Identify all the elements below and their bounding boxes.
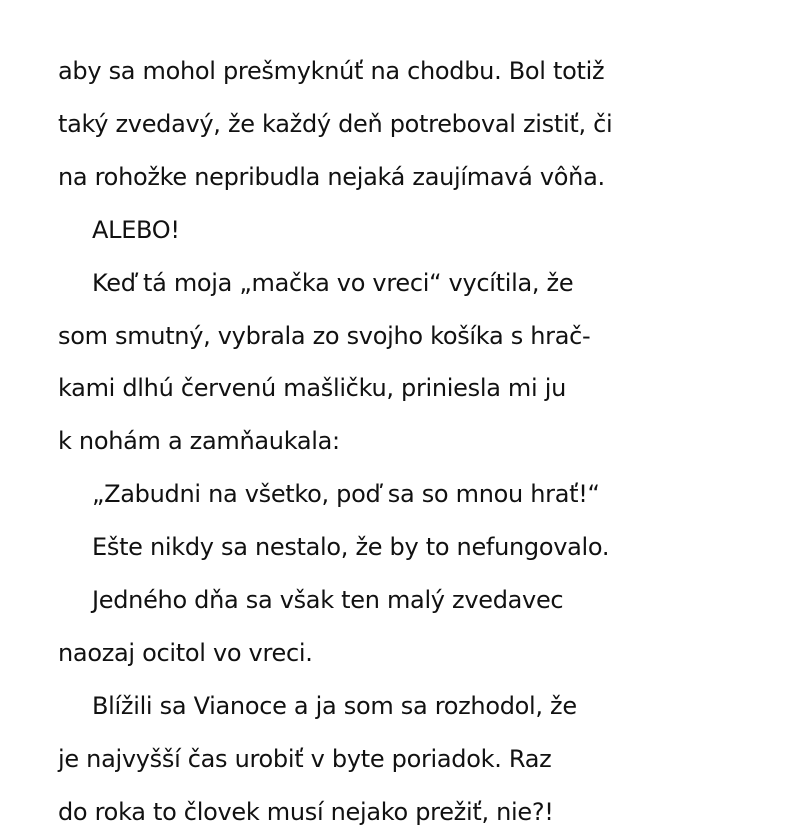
text-line: Jedného dňa sa však ten malý zvedavec [92, 586, 564, 615]
text-line: Blížili sa Vianoce a ja som sa rozhodol, že [92, 691, 577, 720]
text-line: k nohám a zamňaukala: [58, 427, 340, 456]
text-line: som smutný, vybrala zo svojho košíka s hrač- [58, 321, 591, 350]
text-line: aby sa mohol prešmyknúť na chodbu. Bol totiž [58, 57, 605, 85]
text-line: Ešte nikdy sa nestalo, že by to nefungovalo. [92, 533, 610, 562]
text-line: taký zvedavý, že každý deň potreboval zistiť, či [58, 109, 613, 138]
text-line: je najvyšší čas urobiť v byte poriadok. Raz [58, 744, 552, 773]
text-line: Keď tá moja „mačka vo vreci“ vycítila, že [92, 268, 574, 297]
body-text [58, 45, 778, 839]
text-line: naozaj ocitol vo vreci. [58, 638, 313, 667]
text-line: kami dlhú červenú mašličku, priniesla mi ju [58, 374, 566, 403]
text-line: ALEBO! [92, 215, 180, 244]
text-line: „Zabudni na všetko, poď sa so mnou hrať!“ [92, 480, 600, 509]
text-line: do roka to človek musí nejako prežiť, nie?! [58, 797, 554, 826]
text-line: na rohožke nepribudla nejaká zaujímavá vôňa. [58, 162, 605, 191]
